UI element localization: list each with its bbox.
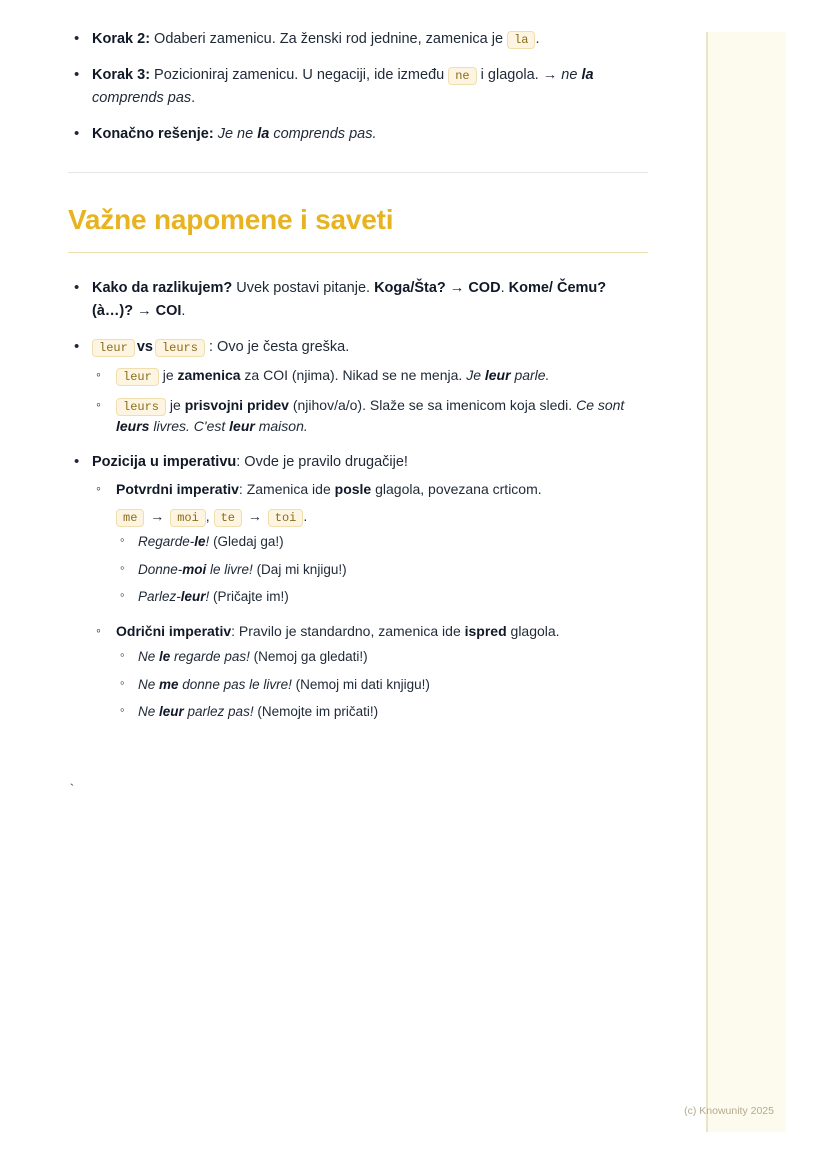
code-me: me <box>116 509 144 527</box>
step-3-text-a: Pozicioniraj zamenicu. U negaciji, ide između <box>150 67 449 84</box>
leur-vs-leurs-sublist <box>92 365 648 437</box>
example-italic-a: Regarde- <box>138 534 195 550</box>
step-2-text-b: . <box>535 31 540 47</box>
step-3-text-c: . <box>191 89 196 106</box>
list-item-imperative-position <box>68 451 648 722</box>
leurs-sub-bold: prisvojni pridev <box>184 396 289 413</box>
imperative-transform-row <box>116 506 648 527</box>
leurs-sub-text-a: je <box>166 396 185 413</box>
code-la: la <box>507 31 535 49</box>
example-translation: (Gledaj ga!) <box>209 534 284 550</box>
code-leur: leur <box>92 339 135 357</box>
list-item-step-2 <box>68 28 648 50</box>
list-item-step-3 <box>68 64 648 109</box>
example-italic-b: ! <box>205 534 210 550</box>
negative-text-a: : Pravilo je standardno, zamenica ide <box>231 623 465 640</box>
step-3-italic-a: ne <box>557 67 582 84</box>
list-item <box>116 587 648 607</box>
notes-list <box>68 277 648 721</box>
leur-sub-text-b: za COI (njima). Nikad se ne menja. <box>240 366 467 383</box>
imperative-text: : Ovde je pravilo drugačije! <box>236 453 408 470</box>
final-italic-b: comprends pas. <box>269 126 377 143</box>
distinguish-text-a: Uvek postavi pitanje. <box>232 280 375 297</box>
list-item-final-solution <box>68 123 648 145</box>
example-bold-italic: le <box>159 649 171 665</box>
leurs-sub-bold-italic-a: leurs <box>116 417 150 434</box>
distinguish-label: Kako da razlikujem? <box>92 280 233 297</box>
code-leurs: leurs <box>155 339 205 357</box>
example-italic-a: Ne <box>138 704 160 720</box>
code-leurs-sub: leurs <box>116 398 166 416</box>
distinguish-bold-b: Kome/ Čemu? (à…)? → COI <box>92 280 607 319</box>
example-bold-italic: moi <box>182 561 207 577</box>
steps-list <box>68 28 648 146</box>
step-3-label: Korak 3: <box>92 67 151 84</box>
example-bold-italic: leur <box>180 589 206 605</box>
example-italic-a: Ne <box>138 649 160 665</box>
leur-vs-leurs-text: : Ovo je česta greška. <box>204 339 350 356</box>
example-italic-b: regarde pas! <box>170 649 250 665</box>
affirmative-bold: posle <box>334 481 372 498</box>
final-bold-italic: la <box>257 126 270 143</box>
example-translation: (Nemoj mi dati knjigu!) <box>291 676 430 692</box>
list-item-distinguish <box>68 277 648 322</box>
code-toi: toi <box>268 509 304 527</box>
example-translation: (Daj mi knjigu!) <box>252 561 347 577</box>
list-item-leur-vs-leurs <box>68 336 648 436</box>
section-divider <box>68 172 648 173</box>
transform-sep-1: , <box>205 508 210 525</box>
example-italic-b: le livre! <box>206 561 253 577</box>
code-te: te <box>214 509 242 527</box>
example-translation: (Nemoj ga gledati!) <box>249 649 368 665</box>
list-item <box>116 675 648 695</box>
leur-sub-bold: zamenica <box>177 366 241 383</box>
distinguish-text-c: . <box>181 302 186 319</box>
example-italic-a: Ne <box>138 676 160 692</box>
code-leur-sub: leur <box>116 368 159 386</box>
leur-sub-italic-a: Je <box>466 366 485 383</box>
leur-sub-bold-italic: leur <box>484 366 511 383</box>
code-ne: ne <box>448 67 476 85</box>
arrow-glyph: → <box>247 508 262 525</box>
list-item <box>116 647 648 667</box>
affirmative-text-a: : Zamenica ide <box>238 481 335 498</box>
list-item <box>116 702 648 722</box>
leurs-sub-text-b: (njihov/a/o). Slaže se sa imenicom koja sledi. <box>288 396 577 413</box>
final-label: Konačno rešenje: <box>92 126 214 143</box>
step-3-italic-b: comprends pas <box>92 89 192 106</box>
step-3-bold-italic: la <box>581 67 594 84</box>
leur-sub-text-a: je <box>158 366 178 383</box>
distinguish-bold-a: Koga/Šta? → COD <box>374 280 501 297</box>
negative-label: Odrični imperativ <box>116 623 232 640</box>
example-italic-a: Donne- <box>138 561 183 577</box>
transform-sep-2: . <box>303 508 308 525</box>
arrow-glyph: → <box>542 67 558 84</box>
arrow-glyph: → <box>150 508 165 525</box>
leurs-sub-bold-italic-b: leur <box>229 417 255 434</box>
example-italic-b: ! <box>205 589 210 605</box>
leur-sub-italic-b: parle. <box>510 366 550 383</box>
example-bold-italic: le <box>194 534 206 550</box>
example-italic-b: parlez pas! <box>183 704 254 720</box>
page-title: Važne napomene i saveti <box>68 203 394 235</box>
negative-text-b: glagola. <box>506 623 560 640</box>
leurs-sub-italic-a: Ce sont <box>576 396 625 413</box>
example-translation: (Nemojte im pričati!) <box>253 704 379 720</box>
document-content <box>68 28 648 736</box>
step-2-text-a: Odaberi zamenicu. Za ženski rod jednine, zamenica je <box>150 31 508 47</box>
footer-copyright: (c) Knowunity 2025 <box>684 1105 774 1117</box>
list-item-negative-imperative <box>92 621 648 722</box>
list-item <box>116 532 648 552</box>
affirmative-text-b: glagola, povezana crticom. <box>371 481 542 498</box>
page-side-strip <box>706 32 786 1132</box>
example-italic-a: Parlez- <box>138 589 181 605</box>
example-bold-italic: leur <box>159 704 184 720</box>
example-translation: (Pričajte im!) <box>209 589 289 605</box>
negative-examples <box>116 647 648 722</box>
step-2-label: Korak 2: <box>92 31 151 47</box>
code-moi: moi <box>170 509 206 527</box>
negative-bold: ispred <box>464 623 507 640</box>
stray-backtick: ` <box>68 782 76 797</box>
vs-label: vs <box>136 339 153 356</box>
list-item-leurs-possessive <box>92 395 648 437</box>
leurs-sub-italic-b: livres. C'est <box>149 417 230 434</box>
imperative-label: Pozicija u imperativu <box>92 453 237 470</box>
example-italic-b: donne pas le livre! <box>178 676 292 692</box>
list-item-affirmative-imperative <box>92 479 648 607</box>
title-underline <box>68 252 648 253</box>
step-3-text-b: i glagola. <box>476 67 543 84</box>
distinguish-text-b: . <box>500 280 509 297</box>
affirmative-examples <box>116 532 648 607</box>
imperative-sublist <box>92 479 648 721</box>
affirmative-label: Potvrdni imperativ <box>116 481 239 498</box>
example-bold-italic: me <box>159 676 179 692</box>
final-italic-a: Je ne <box>213 126 258 143</box>
leurs-sub-italic-c: maison. <box>254 417 308 434</box>
list-item <box>116 560 648 580</box>
list-item-leur-pronoun <box>92 365 648 386</box>
